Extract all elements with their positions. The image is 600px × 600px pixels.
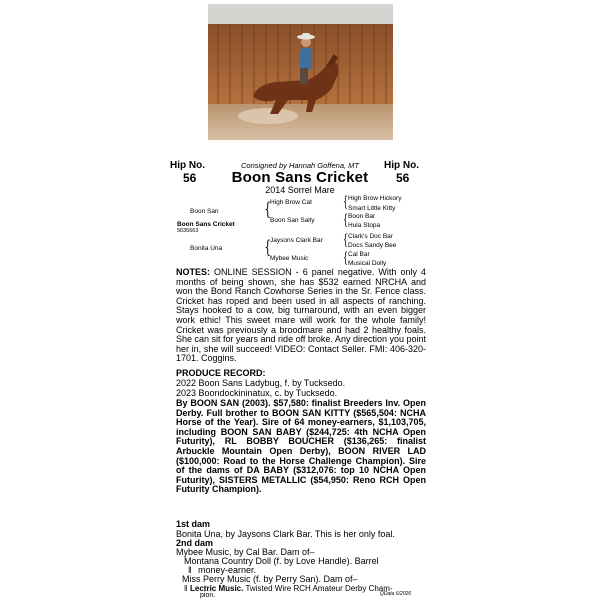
ped-dam-sire: Jaysons Clark Bar [270, 237, 323, 244]
consignor-line: Consigned by Hannah Goffena, MT [241, 161, 359, 170]
ped-dam: Bonita Una [190, 245, 223, 252]
ped-dd-sire: Cal Bar [348, 251, 370, 258]
ped-brace-ss: { [342, 194, 349, 210]
hip-label-left: Hip No. [170, 160, 205, 171]
ped-dam-dam: Mybee Music [270, 255, 309, 262]
notes-text: ONLINE SESSION - 6 panel negative. With only 4 months of being shown, she has $532 earned NRCHA and won the Bond Ranch Cowhorse Series in the Sr. Fence class. Cricket has roped and been used in all aspects of ranching. Stays hooked to a cow, big turnaround, with an even bigger work ethic! This sweet mare will work for the whole family! Cricket was previously a broodmare and had 2 healthy foals. She can sit for years and ride off broke. Any direction you point her in, she will succeed! VIDEO: Contact Seller. FMI: 406-320-1701. Coggins. [176, 267, 426, 364]
grand-offspring-cont: pion. [200, 592, 216, 599]
second-dam-offspring: Miss Perry Music (f. by Perry San). Dam of– [182, 574, 358, 584]
hip-number-right: 56 [396, 171, 410, 185]
ped-brace-ds: { [342, 232, 349, 248]
ped-brace-sd: { [342, 212, 349, 228]
ped-ds-dam: Docs Sandy Bee [348, 242, 397, 249]
tail-block [182, 575, 426, 600]
grand-offspring-name: Lectric Music. [190, 584, 244, 593]
ped-horse: Boon Sans Cricket [177, 221, 235, 228]
produce-heading: PRODUCE RECORD: [176, 368, 266, 378]
hip-label-right: Hip No. [384, 160, 419, 171]
ped-registration: 5635663 [177, 228, 199, 234]
offspring-cont-text: money-earner. [198, 565, 257, 575]
horse-description: 2014 Sorrel Mare [265, 185, 335, 195]
second-dam-offspring-cont: ‖ money-earner. [188, 565, 257, 575]
second-dam-offspring: Montana Country Doll (f. by Love Handle). Barrel [184, 556, 379, 566]
ped-ss-sire: High Brow Hickory [348, 195, 402, 202]
second-dam-heading: 2nd dam [176, 538, 214, 548]
grand-offspring-text: Twisted Wire RCH Amateur Derby Cham- [243, 584, 393, 593]
horse-photo [208, 4, 393, 140]
second-dam-text: Mybee Music, by Cal Bar. Dam of– [176, 547, 315, 557]
ped-sire: Boon San [190, 208, 219, 215]
ped-brace-dam: { [264, 237, 272, 258]
sire-summary: By BOON SAN (2003). $57,580: finalist Breeders Inv. Open Derby. Full brother to BOON SAN KITTY ($565,504: NCHA Horse of the Year). Sire of 64 money-earners, $1,103,705, including BOON SAN BABY ($244,725: 4th NCHA Open Futurity), RL BOBBY BOUCHER ($136,265: finalist Arbuckle Mountain Open Derby), BOON RIVER LAD ($100,000: Road to the Horse Challenge Champion). Sire of the dams of DA BABY ($312,076: top 10 NCHA Open Futurity), SISTERS METALLIC ($54,950: Reno RCH Open Futurity Champion). [176, 398, 426, 495]
hidden-spacer [430, 571, 431, 572]
ped-dd-dam: Musical Dolly [348, 260, 387, 267]
ped-sd-sire: Boon Bar [348, 213, 376, 220]
first-dam-text: Bonita Una, by Jaysons Clark Bar. This is her only foal. [176, 529, 395, 539]
horse-photo-illustration [208, 4, 393, 140]
horse-name: Boon Sans Cricket [231, 169, 369, 186]
produce-item: 2022 Boon Sans Ladybug, f. by Tucksedo. [176, 378, 346, 388]
ped-ss-dam: Smart Little Kitty [348, 205, 396, 212]
ped-sd-dam: Hula Stopa [348, 222, 381, 229]
produce-item: 2023 Boondockininatux, c. by Tucksedo. [176, 388, 338, 398]
grand-offspring: ‖ Lectric Music. Twisted Wire RCH Amateur Derby Cham- [184, 584, 393, 593]
notes-paragraph [176, 268, 426, 364]
ped-sire-dam: Boon San Sally [270, 217, 315, 224]
first-dam-heading: 1st dam [176, 519, 211, 529]
ped-ds-sire: Clark's Doc Bar [348, 233, 393, 240]
ped-brace-sire: { [264, 199, 272, 220]
ped-brace-dd: { [342, 250, 349, 266]
hip-number-left: 56 [183, 171, 197, 185]
notes-label: NOTES: [176, 267, 211, 277]
footer-date: QData 6/2026 [380, 591, 412, 597]
ped-sire-sire: High Brow Cat [270, 199, 312, 206]
